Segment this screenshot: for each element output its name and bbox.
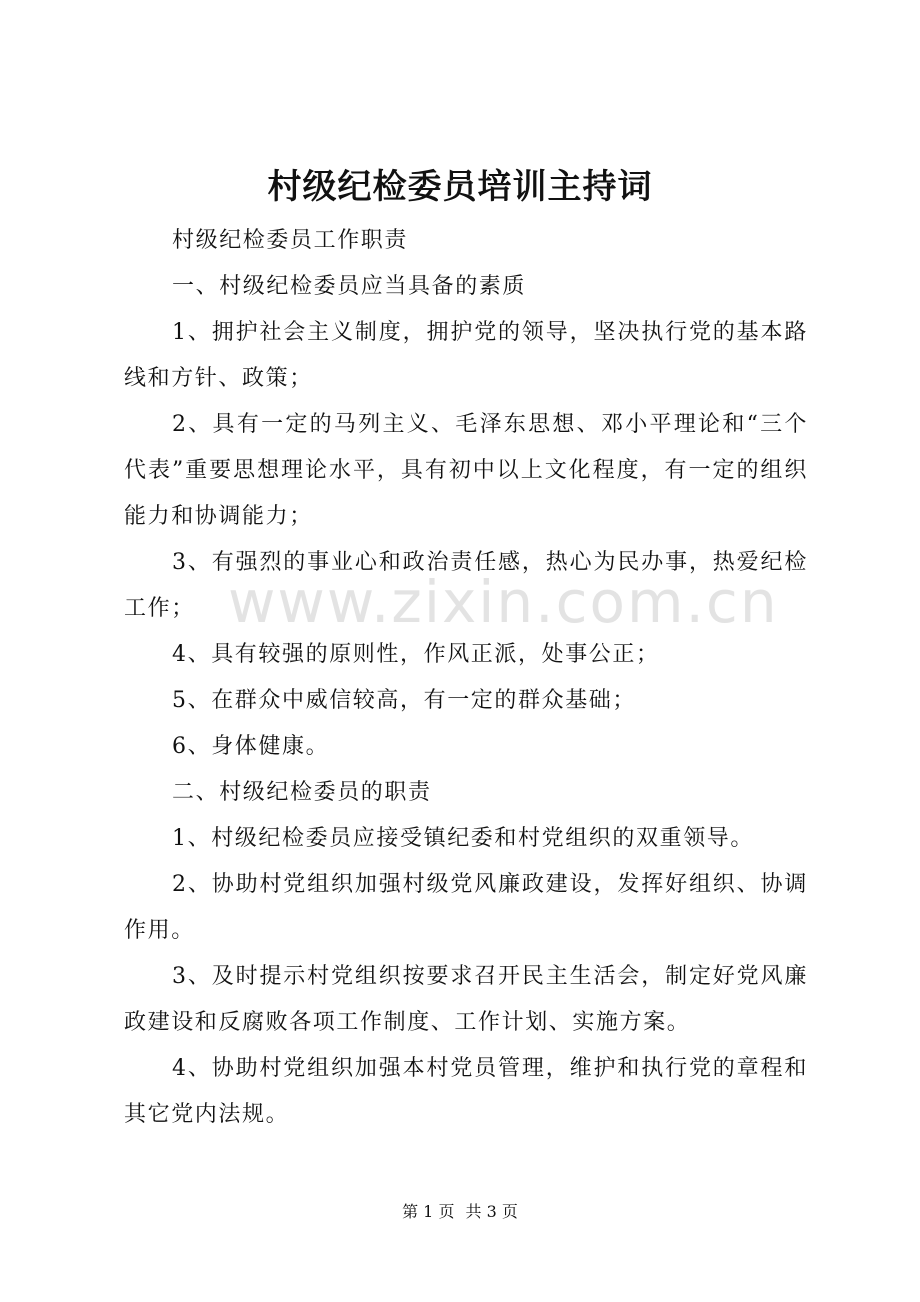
paragraph: 村级纪检委员工作职责 — [172, 228, 409, 253]
paragraph: 2、具有一定的马列主义、毛泽东思想、邓小平理论和“三个代表”重要思想理论水平，具有初中以上文化程度，有一定的组织能力和协调能力； — [124, 412, 808, 529]
paragraph: 1、村级纪检委员应接受镇纪委和村党组织的双重领导。 — [172, 826, 754, 851]
paragraph: 5、在群众中威信较高，有一定的群众基础； — [172, 688, 636, 713]
page-footer — [0, 1200, 920, 1224]
document-body — [124, 218, 808, 1138]
watermark: www.zixin.com.cn — [228, 568, 779, 636]
document-title: 村级纪检委员培训主持词 — [267, 167, 653, 207]
paragraph: 一、村级纪检委员应当具备的素质 — [172, 274, 527, 299]
paragraph: 二、村级纪检委员的职责 — [172, 780, 432, 805]
paragraph: 2、协助村党组织加强村级党风廉政建设，发挥好组织、协调作用。 — [124, 872, 808, 943]
paragraph: 3、有强烈的事业心和政治责任感，热心为民办事，热爱纪检工作； — [124, 550, 808, 621]
paragraph: 6、身体健康。 — [172, 734, 330, 759]
paragraph: 4、具有较强的原则性，作风正派，处事公正； — [172, 642, 660, 667]
paragraph: 1、拥护社会主义制度，拥护党的领导，坚决执行党的基本路线和方针、政策； — [124, 320, 808, 391]
page-number: 第 1 页 — [402, 1202, 455, 1221]
page-total: 共 3 页 — [465, 1202, 518, 1221]
paragraph: 3、及时提示村党组织按要求召开民主生活会，制定好党风廉政建设和反腐败各项工作制度、工作计划、实施方案。 — [124, 964, 808, 1035]
paragraph: 4、协助村党组织加强本村党员管理，维护和执行党的章程和其它党内法规。 — [124, 1056, 808, 1127]
